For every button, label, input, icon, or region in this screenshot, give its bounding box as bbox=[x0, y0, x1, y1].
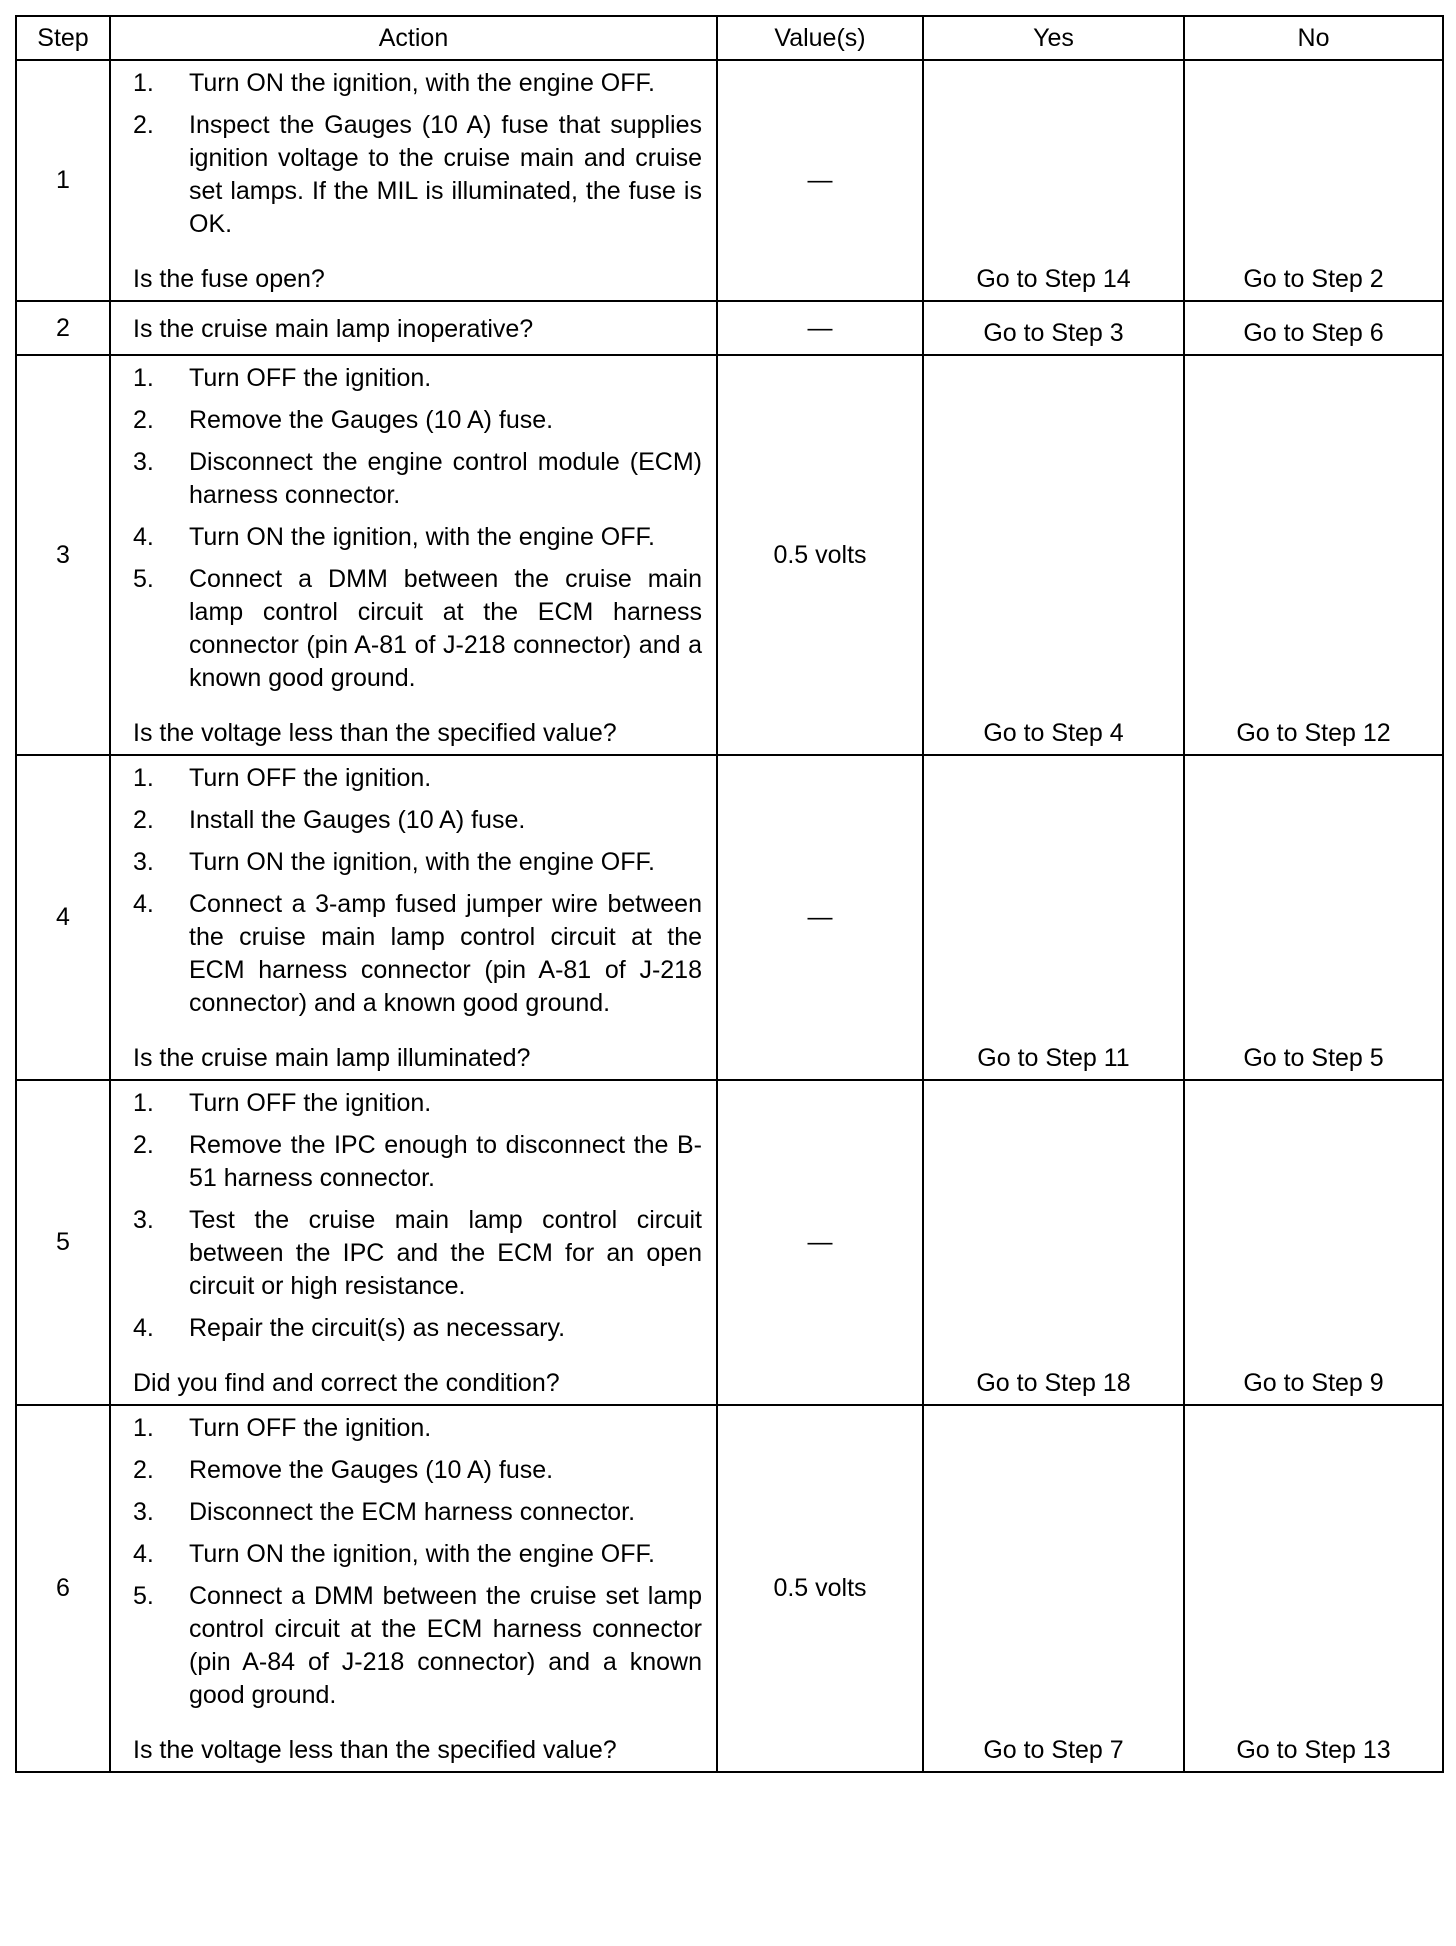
header-yes: Yes bbox=[923, 16, 1184, 60]
value-cell: 0.5 volts bbox=[717, 355, 923, 755]
item-text: Test the cruise main lamp control circuit between the IPC and the ECM for an open circuit or high resistance. bbox=[189, 1206, 702, 1300]
action-item bbox=[133, 1580, 702, 1712]
action-steps bbox=[133, 362, 702, 695]
diagnostic-table bbox=[15, 15, 1444, 1773]
action-cell bbox=[110, 301, 717, 355]
item-number: 1. bbox=[133, 69, 154, 97]
header-values: Value(s) bbox=[717, 16, 923, 60]
header-row bbox=[16, 16, 1443, 60]
yes-cell: Go to Step 18 bbox=[923, 1080, 1184, 1405]
item-number: 3. bbox=[133, 1206, 154, 1234]
action-item bbox=[133, 1087, 702, 1120]
action-item bbox=[133, 762, 702, 795]
action-question: Is the fuse open? bbox=[133, 265, 325, 293]
action-item bbox=[133, 1454, 702, 1487]
header-step: Step bbox=[16, 16, 110, 60]
step-number: 5 bbox=[16, 1080, 110, 1405]
value-cell: — bbox=[717, 60, 923, 301]
item-text: Remove the Gauges (10 A) fuse. bbox=[189, 1456, 554, 1484]
item-text: Disconnect the engine control module (ECM) harness connector. bbox=[189, 448, 702, 509]
item-text: Repair the circuit(s) as necessary. bbox=[189, 1314, 566, 1342]
item-number: 2. bbox=[133, 1131, 154, 1159]
action-item bbox=[133, 1412, 702, 1445]
action-item bbox=[133, 846, 702, 879]
table-row bbox=[16, 1405, 1443, 1772]
item-number: 3. bbox=[133, 448, 154, 476]
value-cell: — bbox=[717, 755, 923, 1080]
item-text: Turn OFF the ignition. bbox=[189, 1089, 432, 1117]
step-number: 2 bbox=[16, 301, 110, 355]
action-question: Is the voltage less than the specified value? bbox=[133, 719, 617, 747]
action-question: Did you find and correct the condition? bbox=[133, 1369, 560, 1397]
no-cell: Go to Step 6 bbox=[1184, 301, 1443, 355]
action-item bbox=[133, 67, 702, 100]
item-number: 4. bbox=[133, 1540, 154, 1568]
item-number: 3. bbox=[133, 848, 154, 876]
action-steps bbox=[133, 1412, 702, 1712]
action-item bbox=[133, 521, 702, 554]
item-text: Disconnect the ECM harness connector. bbox=[189, 1498, 636, 1526]
action-steps bbox=[133, 762, 702, 1020]
action-cell bbox=[110, 1405, 717, 1772]
action-cell bbox=[110, 60, 717, 301]
item-text: Remove the IPC enough to disconnect the B-51 harness connector. bbox=[189, 1131, 702, 1192]
item-text: Turn ON the ignition, with the engine OFF. bbox=[189, 1540, 655, 1568]
item-text: Turn ON the ignition, with the engine OFF. bbox=[189, 848, 655, 876]
action-item bbox=[133, 1496, 702, 1529]
item-number: 1. bbox=[133, 764, 154, 792]
action-item bbox=[133, 804, 702, 837]
yes-cell: Go to Step 7 bbox=[923, 1405, 1184, 1772]
item-text: Turn OFF the ignition. bbox=[189, 764, 432, 792]
action-item bbox=[133, 1312, 702, 1345]
item-number: 1. bbox=[133, 1089, 154, 1117]
item-number: 2. bbox=[133, 111, 154, 139]
item-number: 4. bbox=[133, 523, 154, 551]
item-text: Turn ON the ignition, with the engine OFF. bbox=[189, 69, 655, 97]
value-cell: — bbox=[717, 301, 923, 355]
table-row bbox=[16, 755, 1443, 1080]
header-action: Action bbox=[110, 16, 717, 60]
item-number: 5. bbox=[133, 1582, 154, 1610]
action-cell bbox=[110, 755, 717, 1080]
no-cell: Go to Step 12 bbox=[1184, 355, 1443, 755]
action-item bbox=[133, 1204, 702, 1303]
yes-cell: Go to Step 3 bbox=[923, 301, 1184, 355]
action-item bbox=[133, 888, 702, 1020]
item-number: 4. bbox=[133, 890, 154, 918]
action-cell bbox=[110, 1080, 717, 1405]
step-number: 3 bbox=[16, 355, 110, 755]
action-cell bbox=[110, 355, 717, 755]
value-cell: — bbox=[717, 1080, 923, 1405]
action-question: Is the voltage less than the specified value? bbox=[133, 1736, 617, 1764]
action-item bbox=[133, 563, 702, 695]
item-text: Turn OFF the ignition. bbox=[189, 364, 432, 392]
value-cell: 0.5 volts bbox=[717, 1405, 923, 1772]
no-cell: Go to Step 5 bbox=[1184, 755, 1443, 1080]
action-question: Is the cruise main lamp illuminated? bbox=[133, 1044, 531, 1072]
item-number: 1. bbox=[133, 1414, 154, 1442]
action-steps bbox=[133, 1087, 702, 1345]
item-number: 2. bbox=[133, 806, 154, 834]
item-text: Connect a 3-amp fused jumper wire between the cruise main lamp control circuit at the ECM harness connector (pin A-81 of J-218 connector) and a known good ground. bbox=[189, 890, 702, 1017]
action-item bbox=[133, 1129, 702, 1195]
item-text: Install the Gauges (10 A) fuse. bbox=[189, 806, 526, 834]
item-number: 1. bbox=[133, 364, 154, 392]
step-number: 1 bbox=[16, 60, 110, 301]
action-item bbox=[133, 1538, 702, 1571]
yes-cell: Go to Step 14 bbox=[923, 60, 1184, 301]
item-number: 4. bbox=[133, 1314, 154, 1342]
item-text: Remove the Gauges (10 A) fuse. bbox=[189, 406, 554, 434]
table-row bbox=[16, 355, 1443, 755]
item-text: Turn OFF the ignition. bbox=[189, 1414, 432, 1442]
item-text: Inspect the Gauges (10 A) fuse that supplies ignition voltage to the cruise main and cruise set lamps. If the MIL is illuminated, the fuse is OK. bbox=[189, 111, 702, 238]
item-text: Turn ON the ignition, with the engine OFF. bbox=[189, 523, 655, 551]
table-row bbox=[16, 60, 1443, 301]
action-steps bbox=[133, 67, 702, 241]
action-item bbox=[133, 446, 702, 512]
item-text: Connect a DMM between the cruise set lamp control circuit at the ECM harness connector (pin A-84 of J-218 connector) and a known good ground. bbox=[189, 1582, 702, 1709]
no-cell: Go to Step 13 bbox=[1184, 1405, 1443, 1772]
item-number: 2. bbox=[133, 406, 154, 434]
item-number: 3. bbox=[133, 1498, 154, 1526]
action-item bbox=[133, 404, 702, 437]
yes-cell: Go to Step 11 bbox=[923, 755, 1184, 1080]
action-item bbox=[133, 362, 702, 395]
action-item bbox=[133, 109, 702, 241]
step-number: 6 bbox=[16, 1405, 110, 1772]
table-row bbox=[16, 1080, 1443, 1405]
item-text: Connect a DMM between the cruise main lamp control circuit at the ECM harness connector (pin A-81 of J-218 connector) and a known good ground. bbox=[189, 565, 702, 692]
no-cell: Go to Step 9 bbox=[1184, 1080, 1443, 1405]
no-cell: Go to Step 2 bbox=[1184, 60, 1443, 301]
table-row bbox=[16, 301, 1443, 355]
item-number: 2. bbox=[133, 1456, 154, 1484]
action-question: Is the cruise main lamp inoperative? bbox=[133, 314, 534, 343]
step-number: 4 bbox=[16, 755, 110, 1080]
header-no: No bbox=[1184, 16, 1443, 60]
item-number: 5. bbox=[133, 565, 154, 593]
yes-cell: Go to Step 4 bbox=[923, 355, 1184, 755]
